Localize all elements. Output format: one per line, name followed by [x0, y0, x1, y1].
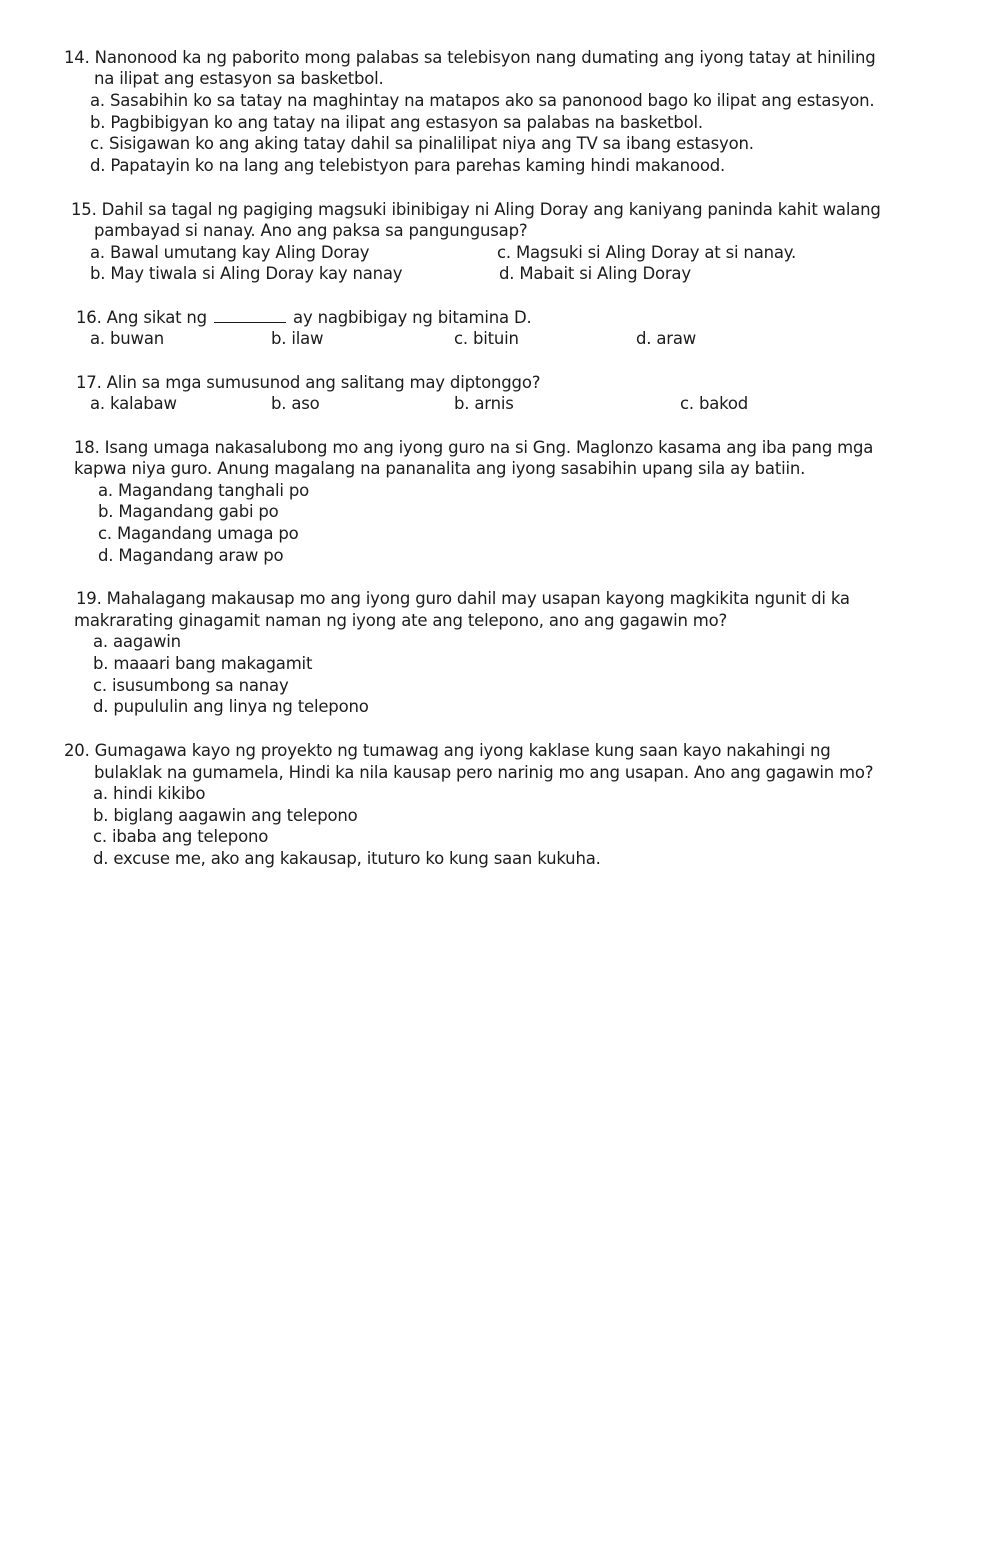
question-18-option-a: a. Magandang tanghali po: [98, 481, 310, 500]
question-20-option-a: a. hindi kikibo: [93, 784, 206, 803]
question-19-text-line-1: 19. Mahalagang makausap mo ang iyong guro dahil may usapan kayong magkikita ngunit di ka: [76, 589, 850, 608]
question-19-option-c: c. isusumbong sa nanay: [93, 676, 289, 695]
question-16-text: [76, 307, 532, 329]
question-14-text-line-1: 14. Nanonood ka ng paborito mong palabas sa telebisyon nang dumating ang iyong tatay at hiniling: [64, 48, 876, 67]
question-19-option-d: d. pupululin ang linya ng telepono: [93, 697, 369, 716]
question-15-text-line-2: pambayad si nanay. Ano ang paksa sa pangungusap?: [94, 221, 528, 240]
question-16-option-b: b. ilaw: [271, 329, 324, 348]
question-19-option-a: a. aagawin: [93, 632, 181, 651]
question-16-text-after: ay nagbibigay ng bitamina D.: [293, 308, 532, 327]
question-15-option-a: a. Bawal umutang kay Aling Doray: [90, 243, 370, 262]
question-17-option-a: a. kalabaw: [90, 394, 177, 413]
question-15-option-b: b. May tiwala si Aling Doray kay nanay: [90, 264, 403, 283]
question-17-text: 17. Alin sa mga sumusunod ang salitang may diptonggo?: [76, 373, 541, 392]
question-20-text-line-1: 20. Gumagawa kayo ng proyekto ng tumawag ang iyong kaklase kung saan kayo nakahingi ng: [64, 741, 831, 760]
question-16-option-a: a. buwan: [90, 329, 164, 348]
question-20-option-b: b. biglang aagawin ang telepono: [93, 806, 358, 825]
question-19-option-b: b. maaari bang makagamit: [93, 654, 313, 673]
question-17-option-c: c. bakod: [680, 394, 749, 413]
question-18-option-c: c. Magandang umaga po: [98, 524, 299, 543]
question-14-option-c: c. Sisigawan ko ang aking tatay dahil sa pinalilipat niya ang TV sa ibang estasyon.: [90, 134, 754, 153]
question-15-option-c: c. Magsuki si Aling Doray at si nanay.: [497, 243, 797, 262]
question-17-option-b-2: b. arnis: [454, 394, 514, 413]
question-16-text-before: 16. Ang sikat ng: [76, 308, 207, 327]
question-14-option-d: d. Papatayin ko na lang ang telebistyon para parehas kaming hindi makanood.: [90, 156, 726, 175]
question-19-text-line-2: makrarating ginagamit naman ng iyong ate ang telepono, ano ang gagawin mo?: [74, 611, 728, 630]
question-20-option-d: d. excuse me, ako ang kakausap, ituturo ko kung saan kukuha.: [93, 849, 601, 868]
question-14-option-b: b. Pagbibigyan ko ang tatay na ilipat ang estasyon sa palabas na basketbol.: [90, 113, 703, 132]
question-18-option-b: b. Magandang gabi po: [98, 502, 279, 521]
question-20-text-line-2: bulaklak na gumamela, Hindi ka nila kausap pero narinig mo ang usapan. Ano ang gagawin mo?: [94, 763, 874, 782]
question-14-text-line-2: na ilipat ang estasyon sa basketbol.: [94, 69, 384, 88]
question-16-option-c: c. bituin: [454, 329, 519, 348]
question-14-option-a: a. Sasabihin ko sa tatay na maghintay na matapos ako sa panonood bago ko ilipat ang estasyon.: [90, 91, 875, 110]
question-15-text-line-1: 15. Dahil sa tagal ng pagiging magsuki ibinibigay ni Aling Doray ang kaniyang paninda kahit walang: [71, 200, 881, 219]
question-20-option-c: c. ibaba ang telepono: [93, 827, 269, 846]
answer-blank: [214, 308, 286, 323]
question-18-text-line-1: 18. Isang umaga nakasalubong mo ang iyong guro na si Gng. Maglonzo kasama ang iba pang mga: [74, 438, 874, 457]
question-18-option-d: d. Magandang araw po: [98, 546, 284, 565]
question-16-option-d: d. araw: [636, 329, 697, 348]
question-15-option-d: d. Mabait si Aling Doray: [499, 264, 691, 283]
question-18-text-line-2: kapwa niya guro. Anung magalang na pananalita ang iyong sasabihin upang sila ay batiin.: [74, 459, 806, 478]
question-17-option-b-1: b. aso: [271, 394, 320, 413]
